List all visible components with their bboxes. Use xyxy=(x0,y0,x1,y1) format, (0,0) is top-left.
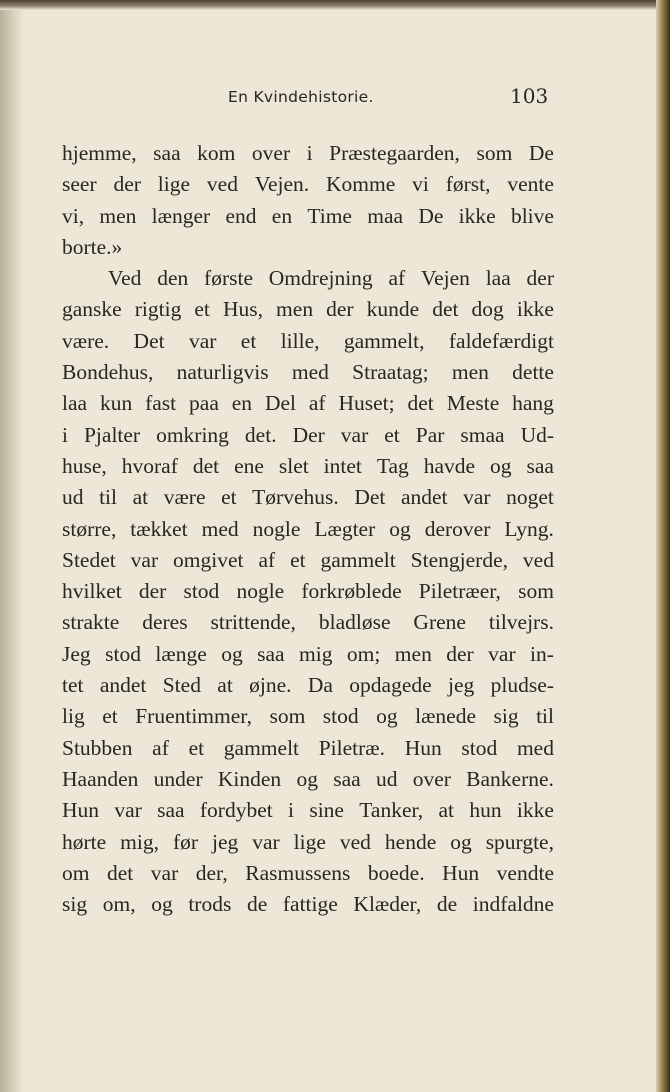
word: og xyxy=(450,829,472,854)
word: Præstegaarden, xyxy=(329,141,460,165)
word: ved xyxy=(522,547,554,572)
word: være. xyxy=(62,328,110,353)
word: borte.» xyxy=(62,234,123,259)
word: vente xyxy=(507,172,554,197)
word: havde xyxy=(423,453,476,478)
word: lille, xyxy=(280,328,320,353)
word: Hun xyxy=(404,735,442,760)
word: end xyxy=(225,203,257,228)
word: Stengjerde, xyxy=(410,547,508,572)
word: Del xyxy=(264,391,296,416)
text-line xyxy=(62,201,554,232)
word: Tag xyxy=(376,453,409,478)
word: med xyxy=(201,516,239,541)
word: og xyxy=(221,641,243,666)
word: i xyxy=(62,422,68,447)
word: strakte xyxy=(62,610,120,635)
text-line xyxy=(62,764,554,795)
word: gammelt xyxy=(320,547,396,572)
word: sine xyxy=(309,798,344,823)
word: fordybet xyxy=(199,798,273,823)
word: hun xyxy=(469,798,502,823)
word: under xyxy=(153,766,203,791)
word: var xyxy=(130,547,159,572)
word: der, xyxy=(195,860,228,885)
word: slet xyxy=(278,453,309,478)
word: med xyxy=(516,735,554,760)
word: over xyxy=(412,766,451,791)
word: Piletræer, xyxy=(418,579,501,604)
word: Hun xyxy=(442,860,480,885)
word: men xyxy=(451,360,489,385)
word: ud xyxy=(375,766,398,791)
word: til xyxy=(536,704,554,729)
word: smaa xyxy=(460,422,505,447)
running-head: En Kvindehistorie. xyxy=(228,88,374,106)
word: om xyxy=(62,860,90,885)
word: paa xyxy=(189,391,219,416)
word: de xyxy=(246,892,268,917)
word: var xyxy=(188,328,217,353)
word: ved xyxy=(206,172,238,197)
word: spurgte, xyxy=(485,829,554,854)
word: hørte xyxy=(62,829,107,854)
word: hende xyxy=(384,829,437,854)
word: strittende, xyxy=(210,610,296,635)
text-line xyxy=(62,294,554,325)
text-line xyxy=(62,388,554,419)
word: ikke xyxy=(516,297,554,322)
text-line xyxy=(62,326,554,357)
word: var xyxy=(340,422,369,447)
word: Det xyxy=(133,328,165,353)
body-text xyxy=(62,138,554,920)
word: tilvejrs. xyxy=(488,610,554,635)
text-line xyxy=(62,576,554,607)
word: at xyxy=(438,798,455,823)
word: sig xyxy=(62,892,88,917)
word: der xyxy=(113,172,141,197)
word: at xyxy=(132,485,149,510)
word: stod xyxy=(105,641,141,666)
word: længer xyxy=(151,203,211,228)
word: Fruentimmer, xyxy=(135,704,252,729)
word: øjne. xyxy=(249,673,292,698)
word: Tørvehus. xyxy=(252,485,339,510)
word: vi, xyxy=(62,203,85,228)
word: boede. xyxy=(367,860,425,885)
word: større, xyxy=(62,516,117,541)
word: rigtig xyxy=(134,297,182,322)
word: at xyxy=(217,673,233,698)
word: i xyxy=(288,798,295,823)
word: Vejen. xyxy=(254,172,310,197)
text-line xyxy=(62,858,554,889)
word: om, xyxy=(102,892,136,917)
word: Det xyxy=(354,485,386,510)
word: ene xyxy=(234,453,264,478)
word: nogle xyxy=(252,516,301,541)
word: de xyxy=(436,892,458,917)
word: Hus, xyxy=(222,297,263,322)
word: omkring xyxy=(156,422,229,447)
word: Grene xyxy=(413,610,466,635)
word: Piletræ. xyxy=(318,735,385,760)
text-line xyxy=(62,795,554,826)
word: nogle xyxy=(236,579,285,604)
word: til xyxy=(99,485,117,510)
word: den xyxy=(157,266,189,291)
word: og xyxy=(389,516,411,541)
word: hvoraf xyxy=(121,453,178,478)
word: intet xyxy=(323,453,362,478)
word: et xyxy=(221,485,237,510)
word: i xyxy=(306,141,313,165)
word: Omdrejning xyxy=(268,266,373,291)
word: saa xyxy=(333,766,361,791)
word: et xyxy=(384,422,400,447)
word: en xyxy=(271,203,293,228)
word: det xyxy=(432,297,459,322)
word: men xyxy=(276,297,314,322)
word: før xyxy=(172,829,199,854)
text-line xyxy=(62,263,554,294)
word: men xyxy=(99,203,137,228)
word: var xyxy=(114,798,142,823)
word: in- xyxy=(530,641,554,666)
text-line xyxy=(62,232,554,263)
word: om; xyxy=(346,641,381,666)
text-line xyxy=(62,138,554,169)
word: der xyxy=(138,579,167,604)
word: af xyxy=(258,547,276,572)
word: gammelt xyxy=(223,735,300,760)
word: og xyxy=(376,704,398,729)
word: sig xyxy=(493,704,519,729)
word: hjemme, xyxy=(62,141,137,165)
word: Hun xyxy=(62,798,100,823)
word: jeg xyxy=(212,829,239,854)
word: første xyxy=(204,266,253,291)
word: Rasmussens xyxy=(245,860,351,885)
word: hvilket xyxy=(62,579,122,604)
word: et xyxy=(102,704,118,729)
page-gutter-shadow xyxy=(0,0,24,1092)
word: var xyxy=(463,485,491,510)
word: fast xyxy=(145,391,177,416)
word: fattige xyxy=(282,892,338,917)
word: Sted xyxy=(162,673,201,698)
word: ud xyxy=(62,485,84,510)
word: Pjalter xyxy=(83,422,141,447)
word: der xyxy=(446,641,474,666)
word: først, xyxy=(445,172,491,197)
word: var xyxy=(150,860,179,885)
word: pludse- xyxy=(490,673,554,698)
word: af xyxy=(388,266,406,291)
word: over xyxy=(251,141,291,165)
word: andet xyxy=(99,673,147,698)
text-line xyxy=(62,482,554,513)
word: ved xyxy=(339,829,371,854)
text-line xyxy=(62,545,554,576)
word: mig xyxy=(299,641,333,666)
word: det xyxy=(407,391,434,416)
word: Par xyxy=(415,422,445,447)
text-line xyxy=(62,169,554,200)
page-right-edge xyxy=(656,0,670,1092)
word: Lyng. xyxy=(504,516,554,541)
word: lige xyxy=(293,829,326,854)
word: jeg xyxy=(448,673,475,698)
word: trods xyxy=(188,892,232,917)
word: og xyxy=(151,892,173,917)
word: Bankerne. xyxy=(466,766,554,791)
word: Ud- xyxy=(520,422,554,447)
text-line xyxy=(62,357,554,388)
word: Stedet xyxy=(62,547,116,572)
word: og xyxy=(490,453,512,478)
word: ikke xyxy=(458,203,496,228)
word: De xyxy=(418,203,444,228)
text-line xyxy=(62,889,554,920)
word: mig, xyxy=(120,829,159,854)
word: som xyxy=(476,141,513,165)
word: som xyxy=(269,704,306,729)
word: det xyxy=(107,860,134,885)
word: stod xyxy=(461,735,498,760)
word: Jeg xyxy=(62,641,91,666)
word: noget xyxy=(506,485,554,510)
word: Ved xyxy=(108,266,142,291)
word: Klæder, xyxy=(353,892,422,917)
word: var xyxy=(252,829,280,854)
word: tet xyxy=(62,673,84,698)
text-line xyxy=(62,451,554,482)
word: forkrøblede xyxy=(301,579,402,604)
word: der xyxy=(326,297,354,322)
word: gammelt, xyxy=(343,328,425,353)
word: saa xyxy=(257,641,285,666)
text-line xyxy=(62,701,554,732)
word: vendte xyxy=(496,860,554,885)
word: Vejen xyxy=(420,266,470,291)
word: det. xyxy=(244,422,277,447)
word: tækket xyxy=(130,516,188,541)
word: Stubben xyxy=(62,735,133,760)
word: deres xyxy=(142,610,188,635)
word: kunde xyxy=(366,297,420,322)
word: længe xyxy=(155,641,207,666)
word: dog xyxy=(471,297,504,322)
word: men xyxy=(394,641,432,666)
word: et xyxy=(194,297,210,322)
word: stod xyxy=(322,704,359,729)
word: af xyxy=(308,391,326,416)
word: Straatag; xyxy=(352,360,429,385)
word: De xyxy=(528,141,554,165)
word: blive xyxy=(510,203,554,228)
word: faldefærdigt xyxy=(448,328,554,353)
word: Der xyxy=(292,422,325,447)
word: et xyxy=(240,328,257,353)
word: Haanden xyxy=(62,766,139,791)
word: kom xyxy=(197,141,236,165)
word: hang xyxy=(512,391,554,416)
word: dette xyxy=(512,360,554,385)
word: Meste xyxy=(446,391,500,416)
word: ganske xyxy=(62,297,122,322)
word: bladløse xyxy=(318,610,391,635)
page-number: 103 xyxy=(510,84,549,108)
text-line xyxy=(62,514,554,545)
word: lig xyxy=(62,704,85,729)
text-line xyxy=(62,733,554,764)
word: andet xyxy=(400,485,448,510)
word: saa xyxy=(153,141,181,165)
word: et xyxy=(290,547,306,572)
word: Time xyxy=(307,203,352,228)
word: saa xyxy=(526,453,554,478)
word: seer xyxy=(62,172,97,197)
word: derover xyxy=(424,516,491,541)
word: lænede xyxy=(415,704,477,729)
word: kun xyxy=(99,391,133,416)
word: som xyxy=(518,579,554,604)
word: huse, xyxy=(62,453,107,478)
word: vi xyxy=(412,172,429,197)
word: Da xyxy=(307,673,333,698)
word: opdagede xyxy=(349,673,432,698)
word: Huset; xyxy=(338,391,395,416)
word: være xyxy=(163,485,206,510)
word: maa xyxy=(367,203,404,228)
text-line xyxy=(62,607,554,638)
word: naturligvis xyxy=(176,360,269,385)
word: Kinden xyxy=(217,766,282,791)
word: af xyxy=(152,735,169,760)
word: Tanker, xyxy=(359,798,424,823)
word: lige xyxy=(157,172,191,197)
text-line xyxy=(62,639,554,670)
text-line xyxy=(62,827,554,858)
word: der xyxy=(526,266,554,291)
word: Lægter xyxy=(314,516,376,541)
text-line xyxy=(62,670,554,701)
word: stod xyxy=(183,579,220,604)
word: det xyxy=(192,453,220,478)
word: ikke xyxy=(516,798,554,823)
word: Komme xyxy=(326,172,396,197)
word: saa xyxy=(157,798,185,823)
word: Bondehus, xyxy=(62,360,154,385)
word: et xyxy=(188,735,205,760)
text-line xyxy=(62,420,554,451)
page-top-edge xyxy=(0,0,670,10)
word: en xyxy=(231,391,253,416)
word: laa xyxy=(62,391,88,416)
word: var xyxy=(488,641,516,666)
word: indfaldne xyxy=(472,892,554,917)
word: og xyxy=(296,766,318,791)
word: laa xyxy=(485,266,511,291)
word: med xyxy=(291,360,329,385)
word: omgivet xyxy=(173,547,244,572)
